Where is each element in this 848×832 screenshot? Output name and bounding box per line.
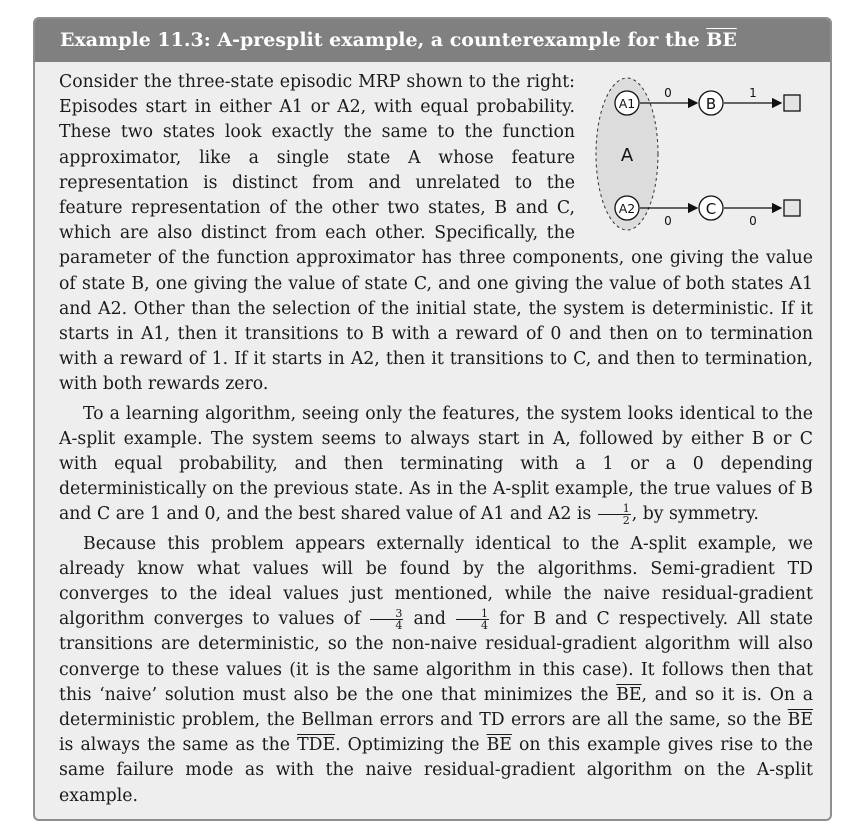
fraction-three-quarters: $\frac{3}{4}$ <box>370 608 403 631</box>
paragraph-2-text-b: , by symmetry. <box>631 504 759 525</box>
paragraph-3-text-3: for B and C respectively. All state transitions are deterministic, so the non-naive residual-gradient algorithm will also converge to these values (it is the same algorithm in this case). It follows then that this ‘naive’ solution must also be the one that minimizes the <box>59 609 813 705</box>
paragraph-3-text-6: . Optimizing the <box>335 735 487 756</box>
fraction-one-quarter: $\frac{1}{4}$ <box>456 608 489 631</box>
paragraph-2-text-a: To a learning algorithm, seeing only the features, the system looks identical to the A-split example. The system seems to always start in A, followed by either B or C with equal probability, and then terminating with a 1 or a 0 depending deterministically on the previous state. As in the A-split example, the true values of B and C are 1 and 0, and the best shared value of A1 and A2 is <box>59 403 813 525</box>
be-symbol: $\overline{BE}$ <box>616 684 642 705</box>
reward-b-terminal: 1 <box>749 86 757 100</box>
paragraph-1-text: Consider the three-state episodic MRP shown to the right: Episodes start in either A1 or A2, with equal probability. These two states look exactly the same to the function approximator, like a single state A whose feature representation is distinct from and unrelated to the feature representation of the other two states, B and C, which are also distinct from each other. Specifically, the parameter of the function approximator has three components, one giving the value of state B, one giving the value of state C, and one giving the value of both states A1 and A2. Other than the selection of the initial state, the system is deterministic. If it starts in A1, then it transitions to B with a reward of 0 and then on to termination with a reward of 1. If it starts in A2, then it transitions to C, and then to termination, with both rewards zero. <box>59 72 813 395</box>
reward-a2-c: 0 <box>664 214 672 228</box>
be-symbol: $\overline{BE}$ <box>486 735 512 756</box>
paragraph-3 <box>59 532 813 809</box>
tde-symbol: $\overline{TDE}$ <box>297 735 336 756</box>
example-body <box>59 70 813 809</box>
state-a1-label: A1 <box>618 96 636 111</box>
paragraph-3-text-2: and <box>404 609 456 630</box>
state-a2-label: A2 <box>618 201 636 216</box>
state-b-label: B <box>705 95 717 113</box>
state-c-label: C <box>705 200 717 218</box>
example-box <box>33 17 832 821</box>
header-be-symbol: $\overline{BE}$ <box>706 29 737 51</box>
terminal-top <box>784 95 800 111</box>
header-title: Example 11.3: A-presplit example, a counterexample for the <box>60 29 707 51</box>
terminal-bottom <box>784 200 800 216</box>
be-symbol: $\overline{BE}$ <box>787 710 813 731</box>
paragraph-3-text-7: on this example gives rise to the same failure mode as with the naive residual-gradient algorithm on the A-split example. <box>59 735 813 806</box>
mrp-diagram <box>583 68 813 246</box>
fraction-one-half: $\frac{1}{2}$ <box>598 503 631 526</box>
reward-a1-b: 0 <box>664 86 672 100</box>
group-a-label: A <box>620 145 634 166</box>
example-header <box>35 19 830 62</box>
paragraph-3-text-1: Because this problem appears externally identical to the A-split example, we already know what values will be found by the algorithms. Semi-gradient TD converges to the ideal values just mentioned, while the naive residual-gradient algorithm converges to values of <box>59 533 813 630</box>
reward-c-terminal: 0 <box>749 214 757 228</box>
paragraph-1 <box>59 70 813 398</box>
paragraph-3-text-4: , and so it is. On a deterministic problem, the Bellman errors and TD errors are all the same, so the <box>59 684 814 731</box>
paragraph-2 <box>59 402 813 528</box>
paragraph-3-text-5: is always the same as the <box>59 735 298 756</box>
